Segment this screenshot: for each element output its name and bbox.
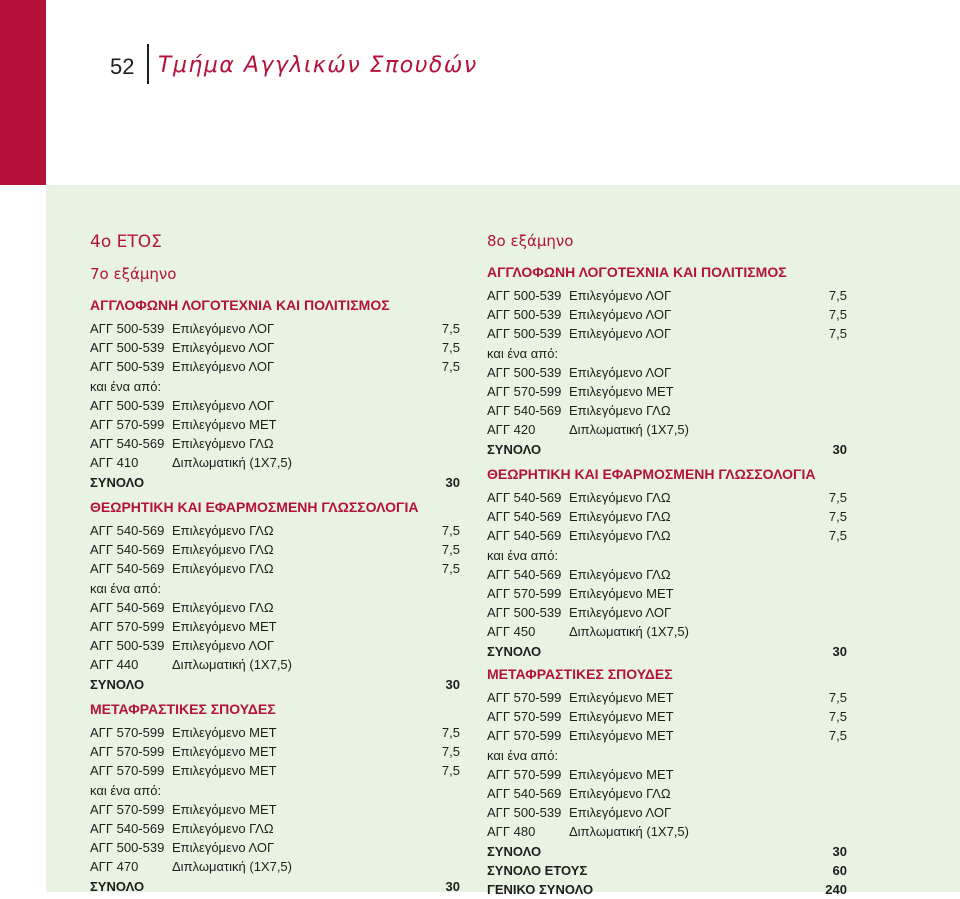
red-margin-bar <box>0 0 46 185</box>
total-label: ΣΥΝΟΛΟ <box>487 643 542 659</box>
total-value: 30 <box>445 474 460 490</box>
course-code: ΑΓΓ 440 <box>90 657 139 673</box>
course-code: και ένα από: <box>487 345 559 361</box>
course-code: ΑΓΓ 570-599 <box>487 383 562 399</box>
course-row <box>90 377 460 396</box>
course-desc: Επιλεγόμενο ΜΕΤ <box>172 801 277 817</box>
course-code: ΑΓΓ 500-539 <box>90 397 165 413</box>
section-title: ΘΕΩΡΗΤΙΚΗ ΚΑΙ ΕΦΑΡΜΟΣΜΕΝΗ ΓΛΩΣΣΟΛΟΓΙΑ <box>487 466 816 482</box>
course-desc: Διπλωματική (1Χ7,5) <box>172 859 292 875</box>
total-row <box>90 877 460 896</box>
course-code: ΑΓΓ 540-569 <box>487 528 562 544</box>
course-desc: Επιλεγόμενο ΓΛΩ <box>172 599 274 615</box>
course-row <box>487 401 847 420</box>
course-row <box>90 617 460 636</box>
course-desc: Επιλεγόμενο ΛΟΓ <box>172 638 275 654</box>
course-ects: 7,5 <box>828 307 847 323</box>
course-code: ΑΓΓ 540-569 <box>487 566 562 582</box>
course-desc: Επιλεγόμενο ΛΟΓ <box>172 397 275 413</box>
course-row <box>90 723 460 742</box>
course-code: ΑΓΓ 500-539 <box>90 340 165 356</box>
course-ects: 7,5 <box>441 561 460 577</box>
course-code: ΑΓΓ 570-599 <box>90 801 165 817</box>
course-row <box>90 540 460 559</box>
course-desc: Διπλωματική (1Χ7,5) <box>569 624 689 640</box>
course-code: ΑΓΓ 540-569 <box>487 490 562 505</box>
course-ects: 7,5 <box>828 288 847 303</box>
course-desc: Επιλεγόμενο ΜΕΤ <box>569 728 674 744</box>
course-row <box>487 784 847 803</box>
course-code: ΑΓΓ 570-599 <box>487 690 562 705</box>
course-desc: Επιλεγόμενο ΛΟΓ <box>569 805 672 821</box>
course-row <box>487 546 847 565</box>
course-desc: Επιλεγόμενο ΛΟΓ <box>569 326 672 342</box>
course-code: ΑΓΓ 570-599 <box>90 744 165 760</box>
total-label: ΣΥΝΟΛΟ <box>90 878 145 894</box>
course-desc: Διπλωματική (1Χ7,5) <box>569 422 689 438</box>
course-row <box>487 765 847 784</box>
course-desc: Επιλεγόμενο ΓΛΩ <box>172 436 274 452</box>
course-row <box>487 324 847 343</box>
summary-total-value: 60 <box>832 862 847 878</box>
course-code: ΑΓΓ 540-569 <box>90 820 165 836</box>
total-value: 30 <box>445 878 460 894</box>
total-value: 30 <box>832 441 847 457</box>
course-code: ΑΓΓ 540-569 <box>487 509 562 525</box>
course-row <box>487 507 847 526</box>
total-row <box>487 842 847 861</box>
course-ects: 7,5 <box>828 709 847 725</box>
course-code: ΑΓΓ 570-599 <box>487 728 562 744</box>
block-linguistics-7 <box>90 498 460 694</box>
course-code: ΑΓΓ 570-599 <box>487 766 562 782</box>
block-translation-8 <box>487 665 847 899</box>
course-desc: Επιλεγόμενο ΓΛΩ <box>172 561 274 577</box>
course-code: ΑΓΓ 500-539 <box>90 638 165 654</box>
section-title: ΜΕΤΑΦΡΑΣΤΙΚΕΣ ΣΠΟΥΔΕΣ <box>487 666 673 682</box>
total-value: 30 <box>832 843 847 859</box>
section-title: ΑΓΓΛΟΦΩΝΗ ΛΟΓΟΤΕΧΝΙΑ ΚΑΙ ΠΟΛΙΤΙΣΜΟΣ <box>90 297 390 313</box>
section-title: ΑΓΓΛΟΦΩΝΗ ΛΟΓΟΤΕΧΝΙΑ ΚΑΙ ΠΟΛΙΤΙΣΜΟΣ <box>487 264 787 280</box>
semester-title: 7ο εξάμηνο <box>90 265 177 283</box>
course-row <box>90 761 460 780</box>
course-code: ΑΓΓ 540-569 <box>487 785 562 801</box>
course-code: και ένα από: <box>90 580 162 596</box>
block-linguistics-8 <box>487 465 847 661</box>
page-header <box>0 0 960 185</box>
course-desc: Επιλεγόμενο ΓΛΩ <box>569 566 671 582</box>
course-code: ΑΓΓ 500-539 <box>487 307 562 323</box>
course-row <box>487 688 847 707</box>
course-desc: Επιλεγόμενο ΓΛΩ <box>172 542 274 558</box>
course-code: ΑΓΓ 540-569 <box>90 542 165 558</box>
course-ects: 7,5 <box>441 542 460 558</box>
course-desc: Επιλεγόμενο ΓΛΩ <box>569 528 671 544</box>
course-row <box>487 488 847 507</box>
course-row <box>487 286 847 305</box>
course-code: ΑΓΓ 570-599 <box>90 763 165 779</box>
course-code: και ένα από: <box>487 747 559 763</box>
course-row <box>487 363 847 382</box>
course-row <box>487 803 847 822</box>
course-code: ΑΓΓ 570-599 <box>90 618 165 634</box>
course-row <box>90 521 460 540</box>
course-desc: Διπλωματική (1Χ7,5) <box>172 657 292 673</box>
course-desc: Επιλεγόμενο ΜΕΤ <box>172 416 277 432</box>
course-desc: Επιλεγόμενο ΓΛΩ <box>569 785 671 801</box>
course-ects: 7,5 <box>441 359 460 375</box>
course-row <box>487 382 847 401</box>
course-desc: Επιλεγόμενο ΜΕΤ <box>172 725 277 740</box>
course-row <box>487 622 847 641</box>
course-code: ΑΓΓ 410 <box>90 455 139 471</box>
course-desc: Επιλεγόμενο ΛΟΓ <box>569 307 672 323</box>
course-desc: Επιλεγόμενο ΓΛΩ <box>172 820 274 836</box>
course-row <box>90 559 460 578</box>
course-desc: Επιλεγόμενο ΜΕΤ <box>172 618 277 634</box>
course-row <box>90 357 460 376</box>
page-number: 52 <box>110 54 135 79</box>
course-code: ΑΓΓ 500-539 <box>90 359 165 375</box>
course-row <box>90 636 460 655</box>
course-desc: Επιλεγόμενο ΛΟΓ <box>569 288 672 303</box>
course-desc: Επιλεγόμενο ΜΕΤ <box>569 690 674 705</box>
course-ects: 7,5 <box>828 728 847 744</box>
course-desc: Επιλεγόμενο ΓΛΩ <box>569 403 671 419</box>
course-row <box>90 838 460 857</box>
course-desc: Επιλεγόμενο ΛΟΓ <box>569 605 672 621</box>
course-ects: 7,5 <box>828 528 847 544</box>
course-row <box>90 655 460 674</box>
course-row <box>487 822 847 841</box>
course-row <box>487 726 847 745</box>
course-desc: Επιλεγόμενο ΛΟΓ <box>172 340 275 356</box>
total-row <box>90 473 460 492</box>
course-desc: Διπλωματική (1Χ7,5) <box>172 455 292 471</box>
course-code: ΑΓΓ 500-539 <box>487 805 562 821</box>
course-desc: Επιλεγόμενο ΜΕΤ <box>569 383 674 399</box>
course-code: ΑΓΓ 500-539 <box>90 840 165 856</box>
course-code: ΑΓΓ 570-599 <box>90 725 165 740</box>
total-label: ΣΥΝΟΛΟ <box>487 843 542 859</box>
block-translation-7 <box>90 700 460 896</box>
course-row <box>90 434 460 453</box>
course-ects: 7,5 <box>828 509 847 525</box>
course-desc: Διπλωματική (1Χ7,5) <box>569 824 689 840</box>
course-desc: Επιλεγόμενο ΜΕΤ <box>172 763 277 779</box>
course-row <box>90 819 460 838</box>
block-literature-8 <box>487 263 847 459</box>
course-ects: 7,5 <box>441 321 460 336</box>
course-row <box>90 319 460 338</box>
course-code: ΑΓΓ 540-569 <box>487 403 562 419</box>
course-code: και ένα από: <box>90 782 162 798</box>
course-desc: Επιλεγόμενο ΛΟΓ <box>172 321 275 336</box>
course-code: ΑΓΓ 450 <box>487 624 536 640</box>
total-row <box>90 675 460 694</box>
course-code: ΑΓΓ 500-539 <box>90 321 165 336</box>
course-row <box>90 800 460 819</box>
course-ects: 7,5 <box>441 744 460 760</box>
course-ects: 7,5 <box>441 340 460 356</box>
course-desc: Επιλεγόμενο ΛΟΓ <box>172 840 275 856</box>
course-code: ΑΓΓ 420 <box>487 422 536 438</box>
course-code: και ένα από: <box>487 547 559 563</box>
section-title: ΘΕΩΡΗΤΙΚΗ ΚΑΙ ΕΦΑΡΜΟΣΜΕΝΗ ΓΛΩΣΣΟΛΟΓΙΑ <box>90 499 419 515</box>
section-title: ΜΕΤΑΦΡΑΣΤΙΚΕΣ ΣΠΟΥΔΕΣ <box>90 701 276 717</box>
total-value: 30 <box>445 676 460 692</box>
course-code: ΑΓΓ 500-539 <box>487 364 562 380</box>
summary-total-row <box>487 861 847 880</box>
course-ects: 7,5 <box>441 763 460 779</box>
year-title: 4ο ΕΤΟΣ <box>90 232 162 252</box>
course-desc: Επιλεγόμενο ΛΟΓ <box>569 364 672 380</box>
course-row <box>487 565 847 584</box>
course-row <box>487 746 847 765</box>
course-code: ΑΓΓ 470 <box>90 859 139 875</box>
total-row <box>487 440 847 459</box>
block-literature-7 <box>90 296 460 492</box>
course-desc: Επιλεγόμενο ΜΕΤ <box>569 585 674 601</box>
course-row <box>487 707 847 726</box>
course-row <box>90 338 460 357</box>
total-label: ΣΥΝΟΛΟ <box>487 441 542 457</box>
course-ects: 7,5 <box>828 490 847 505</box>
course-desc: Επιλεγόμενο ΓΛΩ <box>569 509 671 525</box>
course-code: και ένα από: <box>90 378 162 394</box>
course-row <box>90 415 460 434</box>
semester-title: 8ο εξάμηνο <box>487 232 574 250</box>
course-desc: Επιλεγόμενο ΛΟΓ <box>172 359 275 375</box>
total-label: ΣΥΝΟΛΟ <box>90 676 145 692</box>
course-ects: 7,5 <box>828 690 847 705</box>
course-row <box>487 584 847 603</box>
course-row <box>487 420 847 439</box>
course-code: ΑΓΓ 570-599 <box>487 585 562 601</box>
total-value: 30 <box>832 643 847 659</box>
course-desc: Επιλεγόμενο ΜΕΤ <box>569 709 674 725</box>
course-row <box>90 453 460 472</box>
course-code: ΑΓΓ 540-569 <box>90 599 165 615</box>
course-row <box>90 781 460 800</box>
course-code: ΑΓΓ 500-539 <box>487 288 562 303</box>
course-row <box>487 344 847 363</box>
summary-total-label: ΓΕΝΙΚΟ ΣΥΝΟΛΟ <box>487 881 594 897</box>
course-row <box>90 857 460 876</box>
course-code: ΑΓΓ 540-569 <box>90 523 165 538</box>
course-row <box>487 603 847 622</box>
course-row <box>487 526 847 545</box>
course-row <box>90 598 460 617</box>
course-ects: 7,5 <box>441 523 460 538</box>
course-row <box>90 579 460 598</box>
header-divider <box>147 44 149 84</box>
total-row <box>487 642 847 661</box>
course-code: ΑΓΓ 570-599 <box>487 709 562 725</box>
course-row <box>90 742 460 761</box>
course-desc: Επιλεγόμενο ΜΕΤ <box>569 766 674 782</box>
total-label: ΣΥΝΟΛΟ <box>90 474 145 490</box>
course-code: ΑΓΓ 500-539 <box>487 326 562 342</box>
course-code: ΑΓΓ 540-569 <box>90 561 165 577</box>
course-ects: 7,5 <box>441 725 460 740</box>
course-desc: Επιλεγόμενο ΓΛΩ <box>569 490 671 505</box>
course-code: ΑΓΓ 500-539 <box>487 605 562 621</box>
summary-total-value: 240 <box>825 881 847 897</box>
course-ects: 7,5 <box>828 326 847 342</box>
summary-total-label: ΣΥΝΟΛΟ ΕΤΟΥΣ <box>487 862 588 878</box>
course-code: ΑΓΓ 540-569 <box>90 436 165 452</box>
course-row <box>90 396 460 415</box>
department-title: Τμήμα Αγγλικών Σπουδών <box>158 53 478 78</box>
summary-total-row <box>487 880 847 899</box>
course-code: ΑΓΓ 570-599 <box>90 416 165 432</box>
course-code: ΑΓΓ 480 <box>487 824 536 840</box>
course-row <box>487 305 847 324</box>
course-desc: Επιλεγόμενο ΓΛΩ <box>172 523 274 538</box>
course-desc: Επιλεγόμενο ΜΕΤ <box>172 744 277 760</box>
